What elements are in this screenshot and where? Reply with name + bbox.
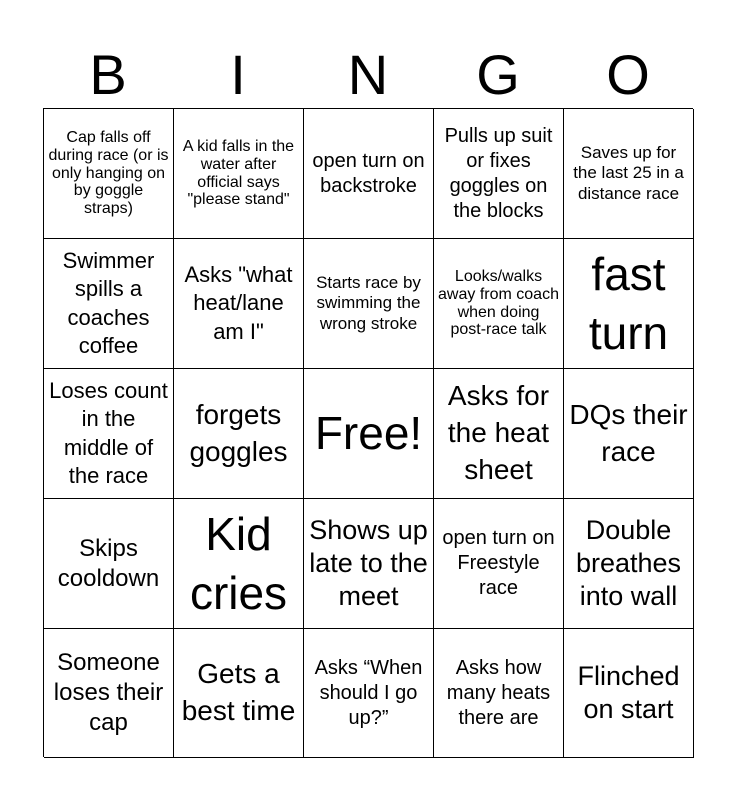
bingo-cell-o2[interactable]: fast turn <box>564 239 694 369</box>
header-letter-n: N <box>347 43 389 106</box>
bingo-cell-b3[interactable]: Loses count in the middle of the race <box>44 369 174 499</box>
bingo-cell-n2[interactable]: Starts race by swimming the wrong stroke <box>304 239 434 369</box>
bingo-cell-n4[interactable]: Shows up late to the meet <box>304 499 434 629</box>
bingo-cell-n5[interactable]: Asks “When should I go up?” <box>304 629 434 758</box>
header-letter-g: G <box>476 43 520 106</box>
bingo-cell-b4[interactable]: Skips cooldown <box>44 499 174 629</box>
bingo-cell-o1[interactable]: Saves up for the last 25 in a distance race <box>564 109 694 239</box>
bingo-cell-g5[interactable]: Asks how many heats there are <box>434 629 564 758</box>
bingo-cell-g3[interactable]: Asks for the heat sheet <box>434 369 564 499</box>
bingo-cell-b1[interactable]: Cap falls off during race (or is only hanging on by goggle straps) <box>44 109 174 239</box>
bingo-cell-n3-free[interactable]: Free! <box>304 369 434 499</box>
bingo-cell-b2[interactable]: Swimmer spills a coaches coffee <box>44 239 174 369</box>
bingo-header <box>43 42 693 108</box>
bingo-cell-n1[interactable]: open turn on backstroke <box>304 109 434 239</box>
bingo-cell-o5[interactable]: Flinched on start <box>564 629 694 758</box>
header-letter-o: O <box>606 43 650 106</box>
bingo-cell-o3[interactable]: DQs their race <box>564 369 694 499</box>
header-letter-b: B <box>89 43 127 106</box>
bingo-cell-g4[interactable]: open turn on Freestyle race <box>434 499 564 629</box>
bingo-cell-b5[interactable]: Someone loses their cap <box>44 629 174 758</box>
bingo-cell-o4[interactable]: Double breathes into wall <box>564 499 694 629</box>
bingo-cell-g2[interactable]: Looks/walks away from coach when doing post-race talk <box>434 239 564 369</box>
bingo-cell-i4[interactable]: Kid cries <box>174 499 304 629</box>
header-letter-i: I <box>230 43 246 106</box>
bingo-cell-i3[interactable]: forgets goggles <box>174 369 304 499</box>
bingo-cell-i2[interactable]: Asks "what heat/lane am I" <box>174 239 304 369</box>
bingo-board <box>43 108 693 757</box>
bingo-cell-i1[interactable]: A kid falls in the water after official says "please stand" <box>174 109 304 239</box>
bingo-cell-g1[interactable]: Pulls up suit or fixes goggles on the blocks <box>434 109 564 239</box>
bingo-cell-i5[interactable]: Gets a best time <box>174 629 304 758</box>
